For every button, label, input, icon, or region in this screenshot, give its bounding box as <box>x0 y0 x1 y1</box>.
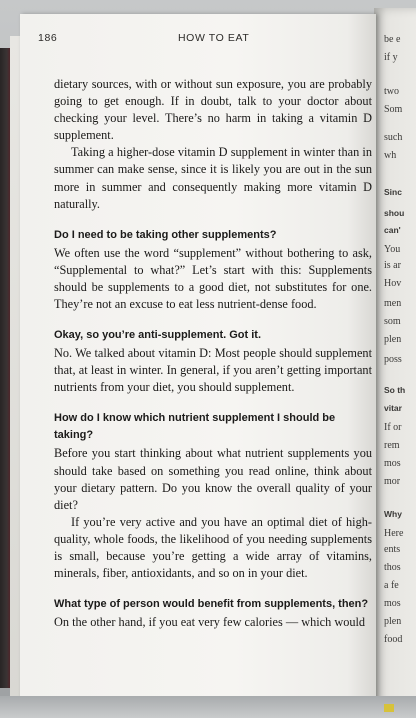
facing-page-fragment: If or <box>384 422 402 433</box>
question-heading: Do I need to be taking other supplements? <box>54 228 277 241</box>
running-head: HOW TO EAT <box>178 32 250 44</box>
facing-page-fragment: You <box>384 244 401 255</box>
body-paragraph: No. We talked about vitamin D: Most people should supplement that, at least in winter. In general, if you aren’t getting important nutrients from your diet, you should supplement. <box>54 346 372 395</box>
question-heading: How do I know which nutrient supplement I should be taking? <box>54 412 336 442</box>
bookmark-ribbon <box>384 704 394 712</box>
facing-page-fragment: wh <box>384 150 397 161</box>
body-paragraph: Taking a higher-dose vitamin D supplement in winter than in summer can make sense, since it is likely you are out in the sun more in summer and consequently making more vitamin D naturally. <box>54 145 372 211</box>
question-heading: Okay, so you’re anti-supplement. Got it. <box>54 329 261 342</box>
facing-page-fragment: two <box>384 86 399 97</box>
body-paragraph: dietary sources, with or without sun exposure, you are probably going to get enough. If in doubt, talk to your doctor about checking your level. There’s no harm in taking a vitamin D supplement. <box>54 77 372 143</box>
facing-page-fragment: be e <box>384 34 401 45</box>
question-heading: What type of person would benefit from supplements, then? <box>54 598 369 611</box>
facing-page-fragment: food <box>384 634 403 645</box>
facing-page-fragment: So th <box>384 385 406 395</box>
page-body <box>54 76 372 631</box>
facing-page-fragment: rem <box>384 440 400 451</box>
table-surface <box>0 696 416 718</box>
facing-page-fragment: Hov <box>384 278 402 289</box>
facing-page-fragment: vitar <box>384 403 402 413</box>
body-paragraph: Before you start thinking about what nutrient supplements you should take based on something you read online, think about your dietary pattern. Do you know the overall quality of your diet? <box>54 446 372 512</box>
facing-page-fragment: plen <box>384 334 402 345</box>
facing-page-fragment: som <box>384 316 401 327</box>
facing-page-fragment: if y <box>384 52 398 63</box>
facing-page-fragment: can' <box>384 225 401 235</box>
facing-page-fragment: Sinc <box>384 187 402 197</box>
facing-page-fragment: plen <box>384 616 402 627</box>
body-paragraph: If you’re very active and you have an optimal diet of high-quality, whole foods, the likelihood of you needing supplements is small, because you’re getting a wide array of vitamins, minerals, fiber, antioxidants, and so on in your diet. <box>54 514 372 581</box>
facing-page-fragment: thos <box>384 562 401 573</box>
page-header <box>38 32 406 48</box>
facing-page-fragment: men <box>384 298 402 309</box>
facing-page-fragment: mos <box>384 458 401 469</box>
facing-page-fragment: Som <box>384 104 403 115</box>
facing-page <box>374 8 416 708</box>
facing-page-fragment: Here <box>384 528 404 539</box>
facing-page-fragment: ents <box>384 544 401 555</box>
facing-page-fragment: shou <box>384 208 405 218</box>
facing-page-fragment: mos <box>384 598 401 609</box>
facing-page-fragment: is ar <box>384 260 401 271</box>
page-number: 186 <box>38 32 58 44</box>
body-paragraph: On the other hand, if you eat very few calories — which would <box>54 615 366 630</box>
facing-page-fragment: poss <box>384 354 402 365</box>
facing-page-fragment: a fe <box>384 580 399 591</box>
facing-page-fragment: mor <box>384 476 401 487</box>
facing-page-fragment: such <box>384 132 403 143</box>
facing-page-fragment: Why <box>384 509 402 519</box>
body-paragraph: We often use the word “supplement” without bothering to ask, “Supplemental to what?” Let’s start with this: Supplements should be supplements to a good diet, not substitutes for one. They’re not an excuse to eat less nutrient-dense food. <box>54 245 372 312</box>
